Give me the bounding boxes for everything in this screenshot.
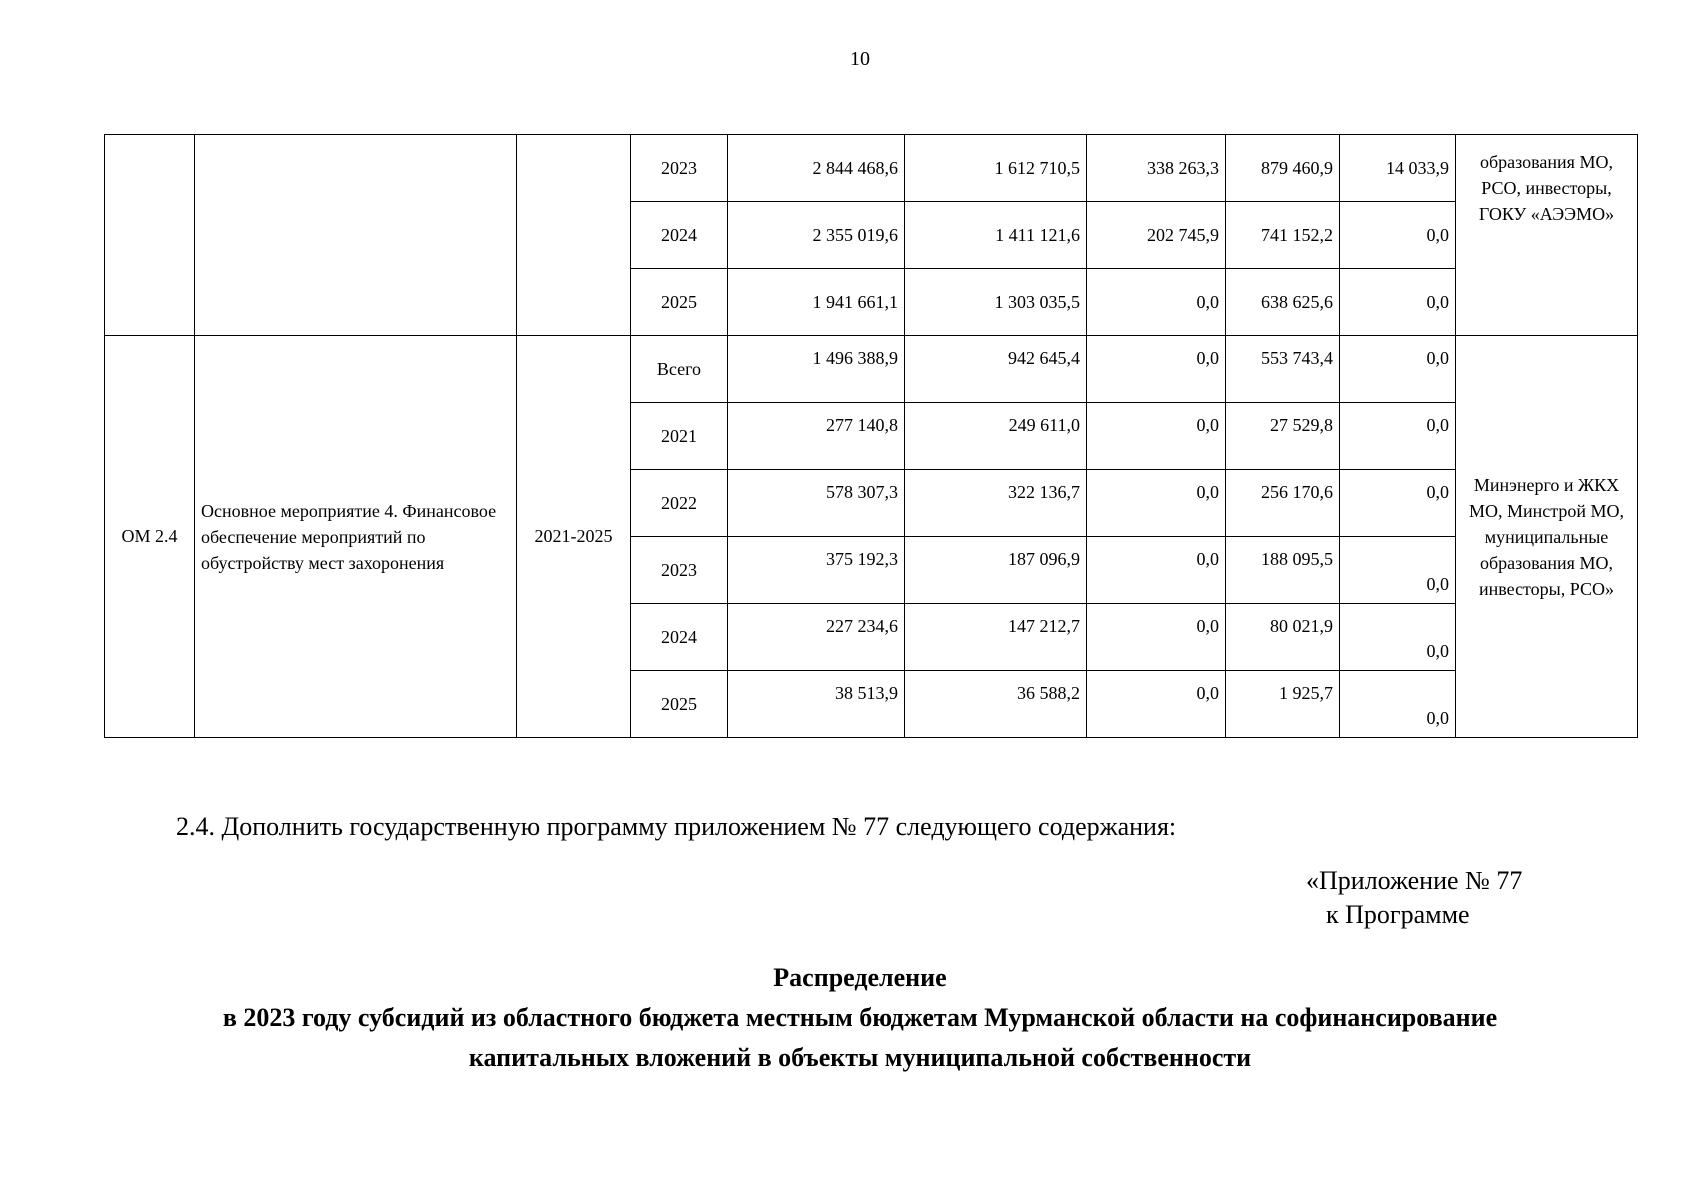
municipal-budget-cell: 553 743,4 — [1226, 336, 1340, 403]
total-cell: 2 355 019,6 — [728, 202, 905, 269]
heading-line-1: Распределение — [773, 963, 947, 992]
heading-line-2: в 2023 году субсидий из областного бюджета местным бюджетам Мурманской области на софинансирование — [222, 1003, 1498, 1032]
page-number: 10 — [850, 48, 870, 70]
measure-period: 2021-2025 — [517, 336, 631, 738]
total-cell: 1 941 661,1 — [728, 269, 905, 336]
regional-budget-cell: 0,0 — [1087, 470, 1226, 537]
total-cell: 2 844 468,6 — [728, 135, 905, 202]
federal-budget-cell: 1 303 035,5 — [905, 269, 1087, 336]
extrabudgetary-cell: 0,0 — [1340, 202, 1456, 269]
total-cell: 578 307,3 — [728, 470, 905, 537]
federal-budget-cell: 147 212,7 — [905, 604, 1087, 671]
year-cell: 2021 — [631, 403, 728, 470]
extrabudgetary-cell: 0,0 — [1340, 604, 1456, 671]
extrabudgetary-cell: 0,0 — [1340, 336, 1456, 403]
heading-line-3: капитальных вложений в объекты муниципальной собственности — [468, 1043, 1252, 1072]
regional-budget-cell: 0,0 — [1087, 537, 1226, 604]
regional-budget-cell: 202 745,9 — [1087, 202, 1226, 269]
total-cell: 1 496 388,9 — [728, 336, 905, 403]
measure-code: ОМ 2.4 — [105, 336, 195, 738]
municipal-budget-cell: 188 095,5 — [1226, 537, 1340, 604]
financing-table-wrapper — [104, 134, 1638, 738]
total-cell: 38 513,9 — [728, 671, 905, 738]
year-cell: 2022 — [631, 470, 728, 537]
total-cell: 375 192,3 — [728, 537, 905, 604]
extrabudgetary-cell: 0,0 — [1340, 470, 1456, 537]
year-cell: Всего — [631, 336, 728, 403]
table-row — [105, 336, 1638, 403]
total-cell: 227 234,6 — [728, 604, 905, 671]
regional-budget-cell: 0,0 — [1087, 671, 1226, 738]
municipal-budget-cell: 638 625,6 — [1226, 269, 1340, 336]
federal-budget-cell: 322 136,7 — [905, 470, 1087, 537]
responsible-cell: Минэнерго и ЖКХ МО, Минстрой МО, муниципальные образования МО, инвесторы, РСО» — [1456, 336, 1638, 738]
total-cell: 277 140,8 — [728, 403, 905, 470]
financing-table — [104, 134, 1638, 738]
responsible-cell: образования МО, РСО, инвесторы, ГОКУ «АЭЭМО» — [1456, 135, 1638, 336]
extrabudgetary-cell: 0,0 — [1340, 269, 1456, 336]
period-cell-empty — [517, 135, 631, 336]
year-cell: 2025 — [631, 269, 728, 336]
regional-budget-cell: 0,0 — [1087, 403, 1226, 470]
regional-budget-cell: 0,0 — [1087, 604, 1226, 671]
year-cell: 2023 — [631, 135, 728, 202]
year-cell: 2024 — [631, 604, 728, 671]
extrabudgetary-cell: 0,0 — [1340, 403, 1456, 470]
municipal-budget-cell: 27 529,8 — [1226, 403, 1340, 470]
municipal-budget-cell: 741 152,2 — [1226, 202, 1340, 269]
extrabudgetary-cell: 0,0 — [1340, 671, 1456, 738]
municipal-budget-cell: 879 460,9 — [1226, 135, 1340, 202]
municipal-budget-cell: 80 021,9 — [1226, 604, 1340, 671]
federal-budget-cell: 1 612 710,5 — [905, 135, 1087, 202]
federal-budget-cell: 249 611,0 — [905, 403, 1087, 470]
regional-budget-cell: 0,0 — [1087, 269, 1226, 336]
year-cell: 2023 — [631, 537, 728, 604]
appendix-reference — [1306, 864, 1522, 932]
name-cell-empty — [195, 135, 517, 336]
extrabudgetary-cell: 14 033,9 — [1340, 135, 1456, 202]
year-cell: 2025 — [631, 671, 728, 738]
regional-budget-cell: 0,0 — [1087, 336, 1226, 403]
amendment-paragraph: 2.4. Дополнить государственную программу приложением № 77 следующего содержания: — [176, 812, 1177, 841]
year-cell: 2024 — [631, 202, 728, 269]
federal-budget-cell: 36 588,2 — [905, 671, 1087, 738]
measure-name: Основное мероприятие 4. Финансовое обеспечение мероприятий по обустройству мест захоронения — [195, 336, 517, 738]
appendix-line-2: к Программе — [1326, 900, 1470, 929]
appendix-line-1: «Приложение № 77 — [1306, 866, 1523, 895]
table-row — [105, 135, 1638, 202]
section-heading — [0, 958, 1701, 1078]
federal-budget-cell: 1 411 121,6 — [905, 202, 1087, 269]
municipal-budget-cell: 256 170,6 — [1226, 470, 1340, 537]
federal-budget-cell: 942 645,4 — [905, 336, 1087, 403]
extrabudgetary-cell: 0,0 — [1340, 537, 1456, 604]
federal-budget-cell: 187 096,9 — [905, 537, 1087, 604]
regional-budget-cell: 338 263,3 — [1087, 135, 1226, 202]
code-cell-empty — [105, 135, 195, 336]
municipal-budget-cell: 1 925,7 — [1226, 671, 1340, 738]
